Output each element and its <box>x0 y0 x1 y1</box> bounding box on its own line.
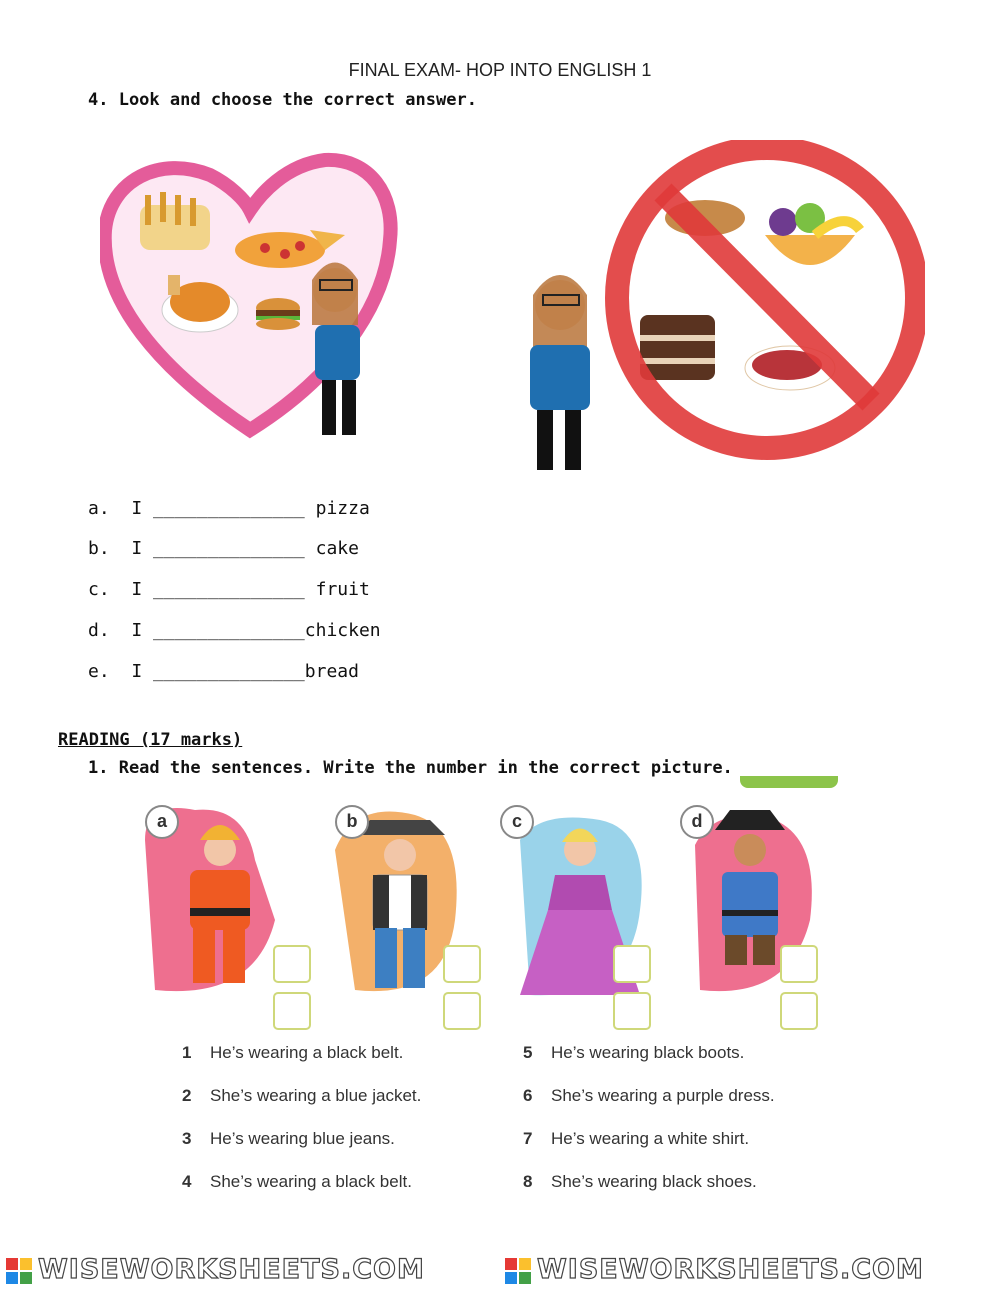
picture-label-b: b <box>335 805 369 839</box>
girl-icon <box>312 263 360 436</box>
picture-label-c: c <box>500 805 534 839</box>
reading-heading: READING (17 marks) <box>58 730 243 750</box>
burger-icon <box>256 298 300 330</box>
panel-tab <box>740 776 838 788</box>
section-4-heading: 4. Look and choose the correct answer. <box>88 90 477 110</box>
picture-label-a: a <box>145 805 179 839</box>
dislikes-illustration <box>515 140 925 485</box>
wiseworksheets-logo-icon <box>6 1258 32 1284</box>
sentence-8: 8 She’s wearing black shoes. <box>523 1172 757 1191</box>
answer-box-d1[interactable] <box>780 945 818 983</box>
answer-box-a2[interactable] <box>273 992 311 1030</box>
picture-label-d: d <box>680 805 714 839</box>
sentence-7: 7 He’s wearing a white shirt. <box>523 1129 750 1148</box>
sentence-5: 5 He’s wearing black boots. <box>523 1043 745 1062</box>
sentence-4: 4 She’s wearing a black belt. <box>182 1172 412 1191</box>
answer-box-b2[interactable] <box>443 992 481 1030</box>
sentence-6: 6 She’s wearing a purple dress. <box>523 1086 775 1105</box>
sentence-1: 1 He’s wearing a black belt. <box>182 1043 404 1062</box>
fruit-bowl-icon <box>765 203 860 265</box>
likes-illustration <box>100 150 400 450</box>
cake-icon <box>640 315 715 380</box>
watermark-text-2: WISEWORKSHEETS.COM <box>537 1254 924 1285</box>
watermark-text-1: WISEWORKSHEETS.COM <box>38 1254 425 1285</box>
sentence-3: 3 He’s wearing blue jeans. <box>182 1129 395 1148</box>
sentence-2: 2 She’s wearing a blue jacket. <box>182 1086 422 1105</box>
answer-box-c1[interactable] <box>613 945 651 983</box>
costume-picture-panel <box>125 780 840 1020</box>
footer-watermark <box>0 1252 1000 1291</box>
girl-icon <box>530 275 590 470</box>
answer-box-b1[interactable] <box>443 945 481 983</box>
answer-item-e: e. I ______________bread <box>88 661 359 682</box>
answer-box-c2[interactable] <box>613 992 651 1030</box>
answer-item-a: a. I ______________ pizza <box>88 498 370 519</box>
answer-item-d: d. I ______________chicken <box>88 620 381 641</box>
answer-box-a1[interactable] <box>273 945 311 983</box>
reading-instruction: 1. Read the sentences. Write the number in the correct picture. <box>88 758 733 778</box>
answer-item-c: c. I ______________ fruit <box>88 579 370 600</box>
wiseworksheets-logo-icon <box>505 1258 531 1284</box>
page-title: FINAL EXAM- HOP INTO ENGLISH 1 <box>348 60 652 80</box>
answer-box-d2[interactable] <box>780 992 818 1030</box>
answer-item-b: b. I ______________ cake <box>88 538 359 559</box>
